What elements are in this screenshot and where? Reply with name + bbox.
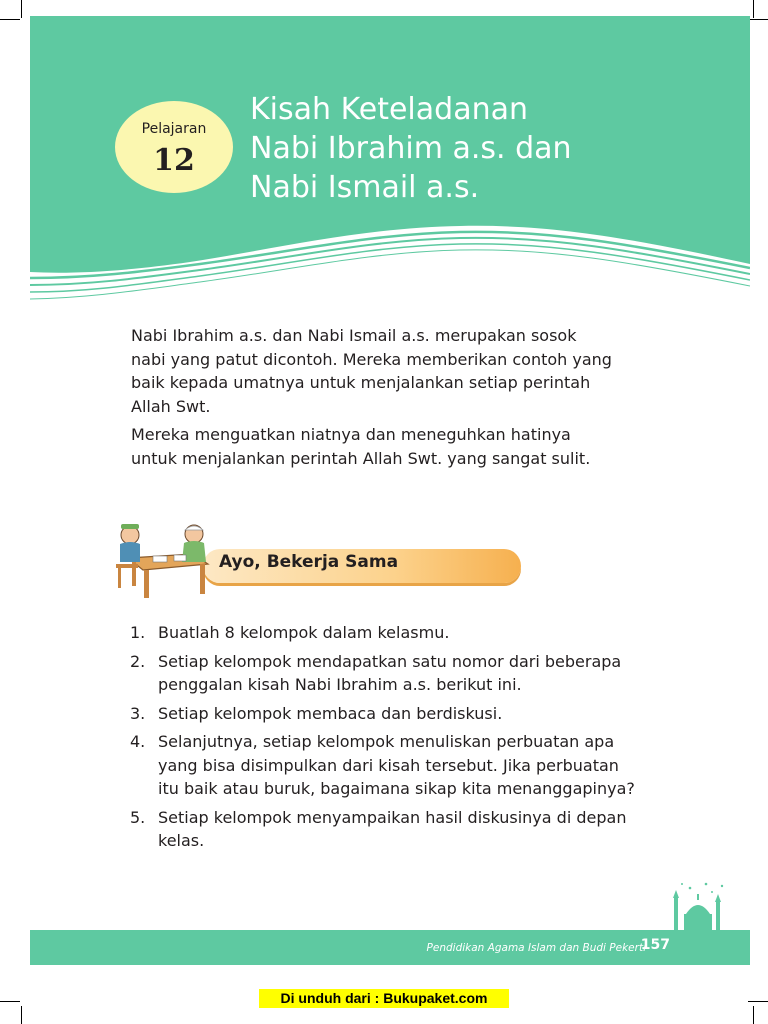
lesson-title — [250, 90, 690, 207]
intro-paragraph — [131, 423, 671, 470]
lesson-title-line: Nabi Ismail a.s. — [250, 170, 480, 205]
crop-mark — [748, 19, 768, 20]
list-item — [130, 702, 680, 726]
lesson-label: Pelajaran — [141, 121, 207, 137]
list-number: 3. — [130, 703, 146, 723]
text-line: Allah Swt. — [131, 396, 211, 416]
crop-mark — [753, 0, 754, 18]
lesson-title-line: Nabi Ibrahim a.s. dan — [250, 131, 572, 166]
lesson-title-line: Kisah Keteladanan — [250, 92, 528, 127]
text-line: Nabi Ibrahim a.s. dan Nabi Ismail a.s. merupakan sosok — [131, 326, 577, 345]
crop-mark — [21, 1006, 22, 1024]
lesson-badge — [115, 101, 233, 193]
mosque-icon — [668, 880, 728, 932]
text-line: Setiap kelompok membaca dan berdiskusi. — [158, 703, 503, 723]
list-number: 2. — [130, 651, 146, 671]
list-item — [130, 621, 680, 645]
crop-mark — [0, 1001, 20, 1002]
book-title: Pendidikan Agama Islam dan Budi Pekerti — [426, 942, 646, 954]
text-line: kelas. — [158, 831, 205, 850]
download-source-note: Di unduh dari : Bukupaket.com — [259, 989, 509, 1008]
crop-mark — [0, 19, 20, 20]
crop-mark — [748, 1001, 768, 1002]
list-number: 5. — [130, 807, 146, 827]
text-line: Buatlah 8 kelompok dalam kelasmu. — [158, 623, 450, 642]
text-line: untuk menjalankan perintah Allah Swt. yang sangat sulit. — [131, 448, 591, 468]
activity-label: Ayo, Bekerja Sama — [219, 552, 399, 572]
text-line: Setiap kelompok mendapatkan satu nomor dari beberapa — [158, 651, 622, 671]
list-item — [130, 730, 680, 801]
intro-paragraph — [131, 324, 671, 418]
page-number: 157 — [640, 937, 670, 953]
text-line: penggalan kisah Nabi Ibrahim a.s. berikut ini. — [158, 675, 522, 694]
text-line: itu baik atau buruk, bagaimana sikap kita menanggapinya? — [158, 779, 635, 798]
text-line: yang bisa disimpulkan dari kisah tersebut. Jika perbuatan — [158, 755, 619, 775]
text-line: nabi yang patut dicontoh. Mereka memberikan contoh yang — [131, 349, 612, 369]
text-line: baik kepada umatnya untuk menjalankan setiap perintah — [131, 373, 591, 392]
students-working-illustration — [108, 520, 218, 602]
list-item — [130, 650, 680, 697]
task-list — [130, 621, 680, 858]
list-number: 1. — [130, 623, 146, 642]
text-line: Selanjutnya, setiap kelompok menuliskan perbuatan apa — [158, 732, 615, 751]
text-line: Mereka menguatkan niatnya dan meneguhkan hatinya — [131, 425, 571, 444]
crop-mark — [753, 1006, 754, 1024]
lesson-number: 12 — [153, 143, 195, 178]
crop-mark — [21, 0, 22, 18]
text-line: Setiap kelompok menyampaikan hasil diskusinya di depan — [158, 807, 627, 827]
list-item — [130, 806, 680, 853]
list-number: 4. — [130, 732, 146, 751]
